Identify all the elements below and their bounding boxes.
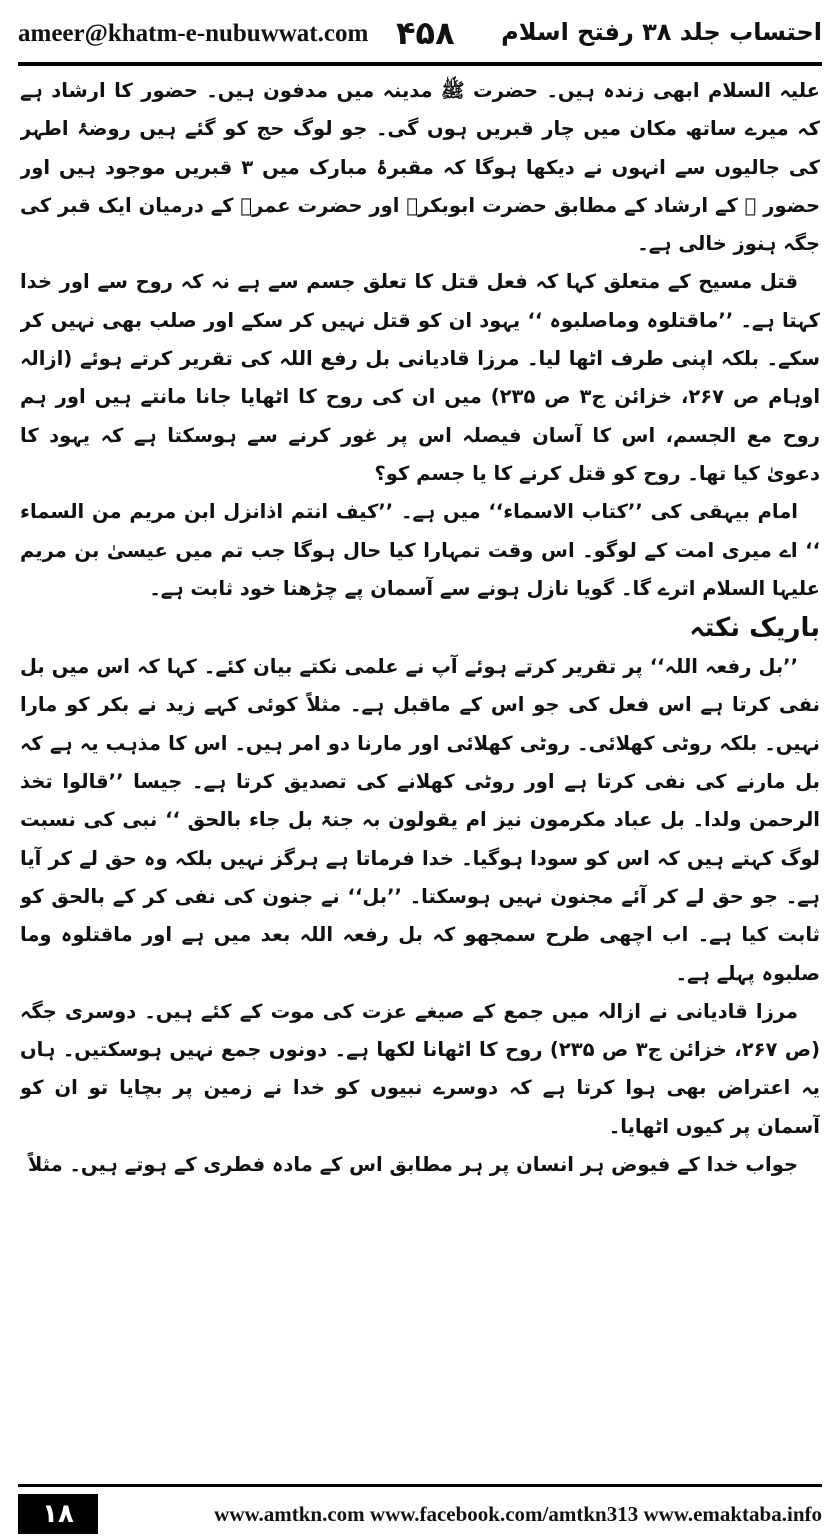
footer-links[interactable]: www.amtkn.com www.facebook.com/amtkn313 www.emaktaba.info: [214, 1502, 822, 1526]
paragraph-1: علیہ السلام ابھی زندہ ہیں۔ حضرت ﷺ مدینہ میں مدفون ہیں۔ حضور کا ارشاد ہے کہ میرے ساتھ مکان میں چار قبریں ہوں گی۔ جو لوگ حج کو گئے ہیں روضۂ اطہر کی جالیوں سے انہوں نے دیکھا ہوگا کہ مقبرۂ مبارک میں ۳ قبریں موجود ہیں اور حضور ﷺ کے ارشاد کے مطابق حضرت ابوبکرؓ اور حضرت عمرؓ کے درمیان ایک قبر کی جگہ ہنوز خالی ہے۔: [20, 79, 820, 256]
page-header: [18, 12, 822, 56]
footer-page-badge: ۱۸: [18, 1494, 98, 1534]
paragraph-4: ’’بل رفعہ اللہ‘‘ پر تقریر کرتے ہوئے آپ نے علمی نکتے بیان کئے۔ کہا کہ اس میں بل نفی کرتا ہے اس فعل کی جو اس کے ماقبل ہے۔ مثلاً کوئی کہے زید نے بکر کو مارا نہیں۔ بلکہ روٹی کھلائی۔ روٹی کھلائی اور مارنا دو امر ہیں۔ اس کا مذہب یہ ہے کہ بل مارنے کی نفی کرتا ہے اور روٹی کھلانے کی تصدیق کرتا ہے۔ جیسا ’’قالوا تخذ الرحمن ولدا۔ بل عباد مکرمون نیز ام یقولون بہ جنۃ بل جاء بالحق ‘‘ نبی کی نسبت لوگ کہتے ہیں کہ اس کو سودا ہوگیا۔ خدا فرماتا ہے ہرگز نہیں بلکہ وہ حق لے کر آیا ہے۔ جو حق لے کر آئے مجنون نہیں ہوسکتا۔ ’’بل‘‘ نے جنون کی نفی کر کے بالحق کو ثابت کیا ہے۔ اب اچھی طرح سمجھو کہ بل رفعہ اللہ بعد میں ہے اور ماقتلوہ وما صلبوہ پہلے ہے۔: [20, 655, 820, 985]
paragraph-3: امام بیہقی کی ’’کتاب الاسماء‘‘ میں ہے۔ ’’کیف انتم اذانزل ابن مریم من السماء ‘‘ اے میری امت کے لوگو۔ اس وقت تمہارا کیا حال ہوگا جب تم میں عیسیٰ بن مریم علیہا السلام اترے گا۔ گویا نازل ہونے سے آسمان پے چڑھنا خود ثابت ہے۔: [20, 500, 820, 600]
paragraph-6: جواب خدا کے فیوض ہر انسان پر ہر مطابق اس کے مادہ فطری کے ہوتے ہیں۔ مثلاً: [27, 1153, 798, 1177]
paragraph-2: قتل مسیح کے متعلق کہا کہ فعل قتل کا تعلق جسم سے ہے نہ کہ روح سے اور خدا کہتا ہے۔ ’’ماقتلوہ وماصلبوہ ‘‘ یہود ان کو قتل نہیں کر سکے اور صلب بھی نہیں کر سکے۔ بلکہ اپنی طرف اٹھا لیا۔ مرزا قادیانی بل رفع اللہ کی تقریر کرتے ہوئے (ازالہ اوہام ص ۲۶۷، خزائن ج۳ ص ۲۳۵) میں ان کی روح کا اٹھایا جانا مانتے ہیں اور ہم روح مع الجسم، اس کا آسان فیصلہ اس پر غور کرنے سے ہوسکتا ہے کہ یہود کا دعویٰ کیا تھا۔ روح کو قتل کرنے کا یا جسم کو؟: [20, 270, 820, 485]
header-running-title: احتساب جلد ۳۸ رفتح اسلام: [501, 18, 822, 46]
footer-rule: [18, 1484, 822, 1487]
header-email: ameer@khatm-e-nubuwwat.com: [18, 20, 369, 47]
header-page-number: ۴۵۸: [396, 14, 455, 52]
paragraph-5: مرزا قادیانی نے ازالہ میں جمع کے صیغے عزت کی موت کے کئے ہیں۔ دوسری جگہ (ص ۲۶۷، خزائن ج۳ ص ۲۳۵) روح کا اٹھانا لکھا ہے۔ دونوں جمع نہیں ہوسکتیں۔ ہاں یہ اعتراض بھی ہوا کرتا ہے کہ دوسرے نبیوں کو خدا نے زمین پر بچایا تو ان کو آسمان پر کیوں اٹھایا۔: [20, 999, 820, 1138]
header-rule: [18, 62, 822, 66]
page-footer: [18, 1494, 822, 1534]
section-heading: باریک نکتہ: [689, 613, 820, 644]
body-text: [20, 72, 820, 1480]
